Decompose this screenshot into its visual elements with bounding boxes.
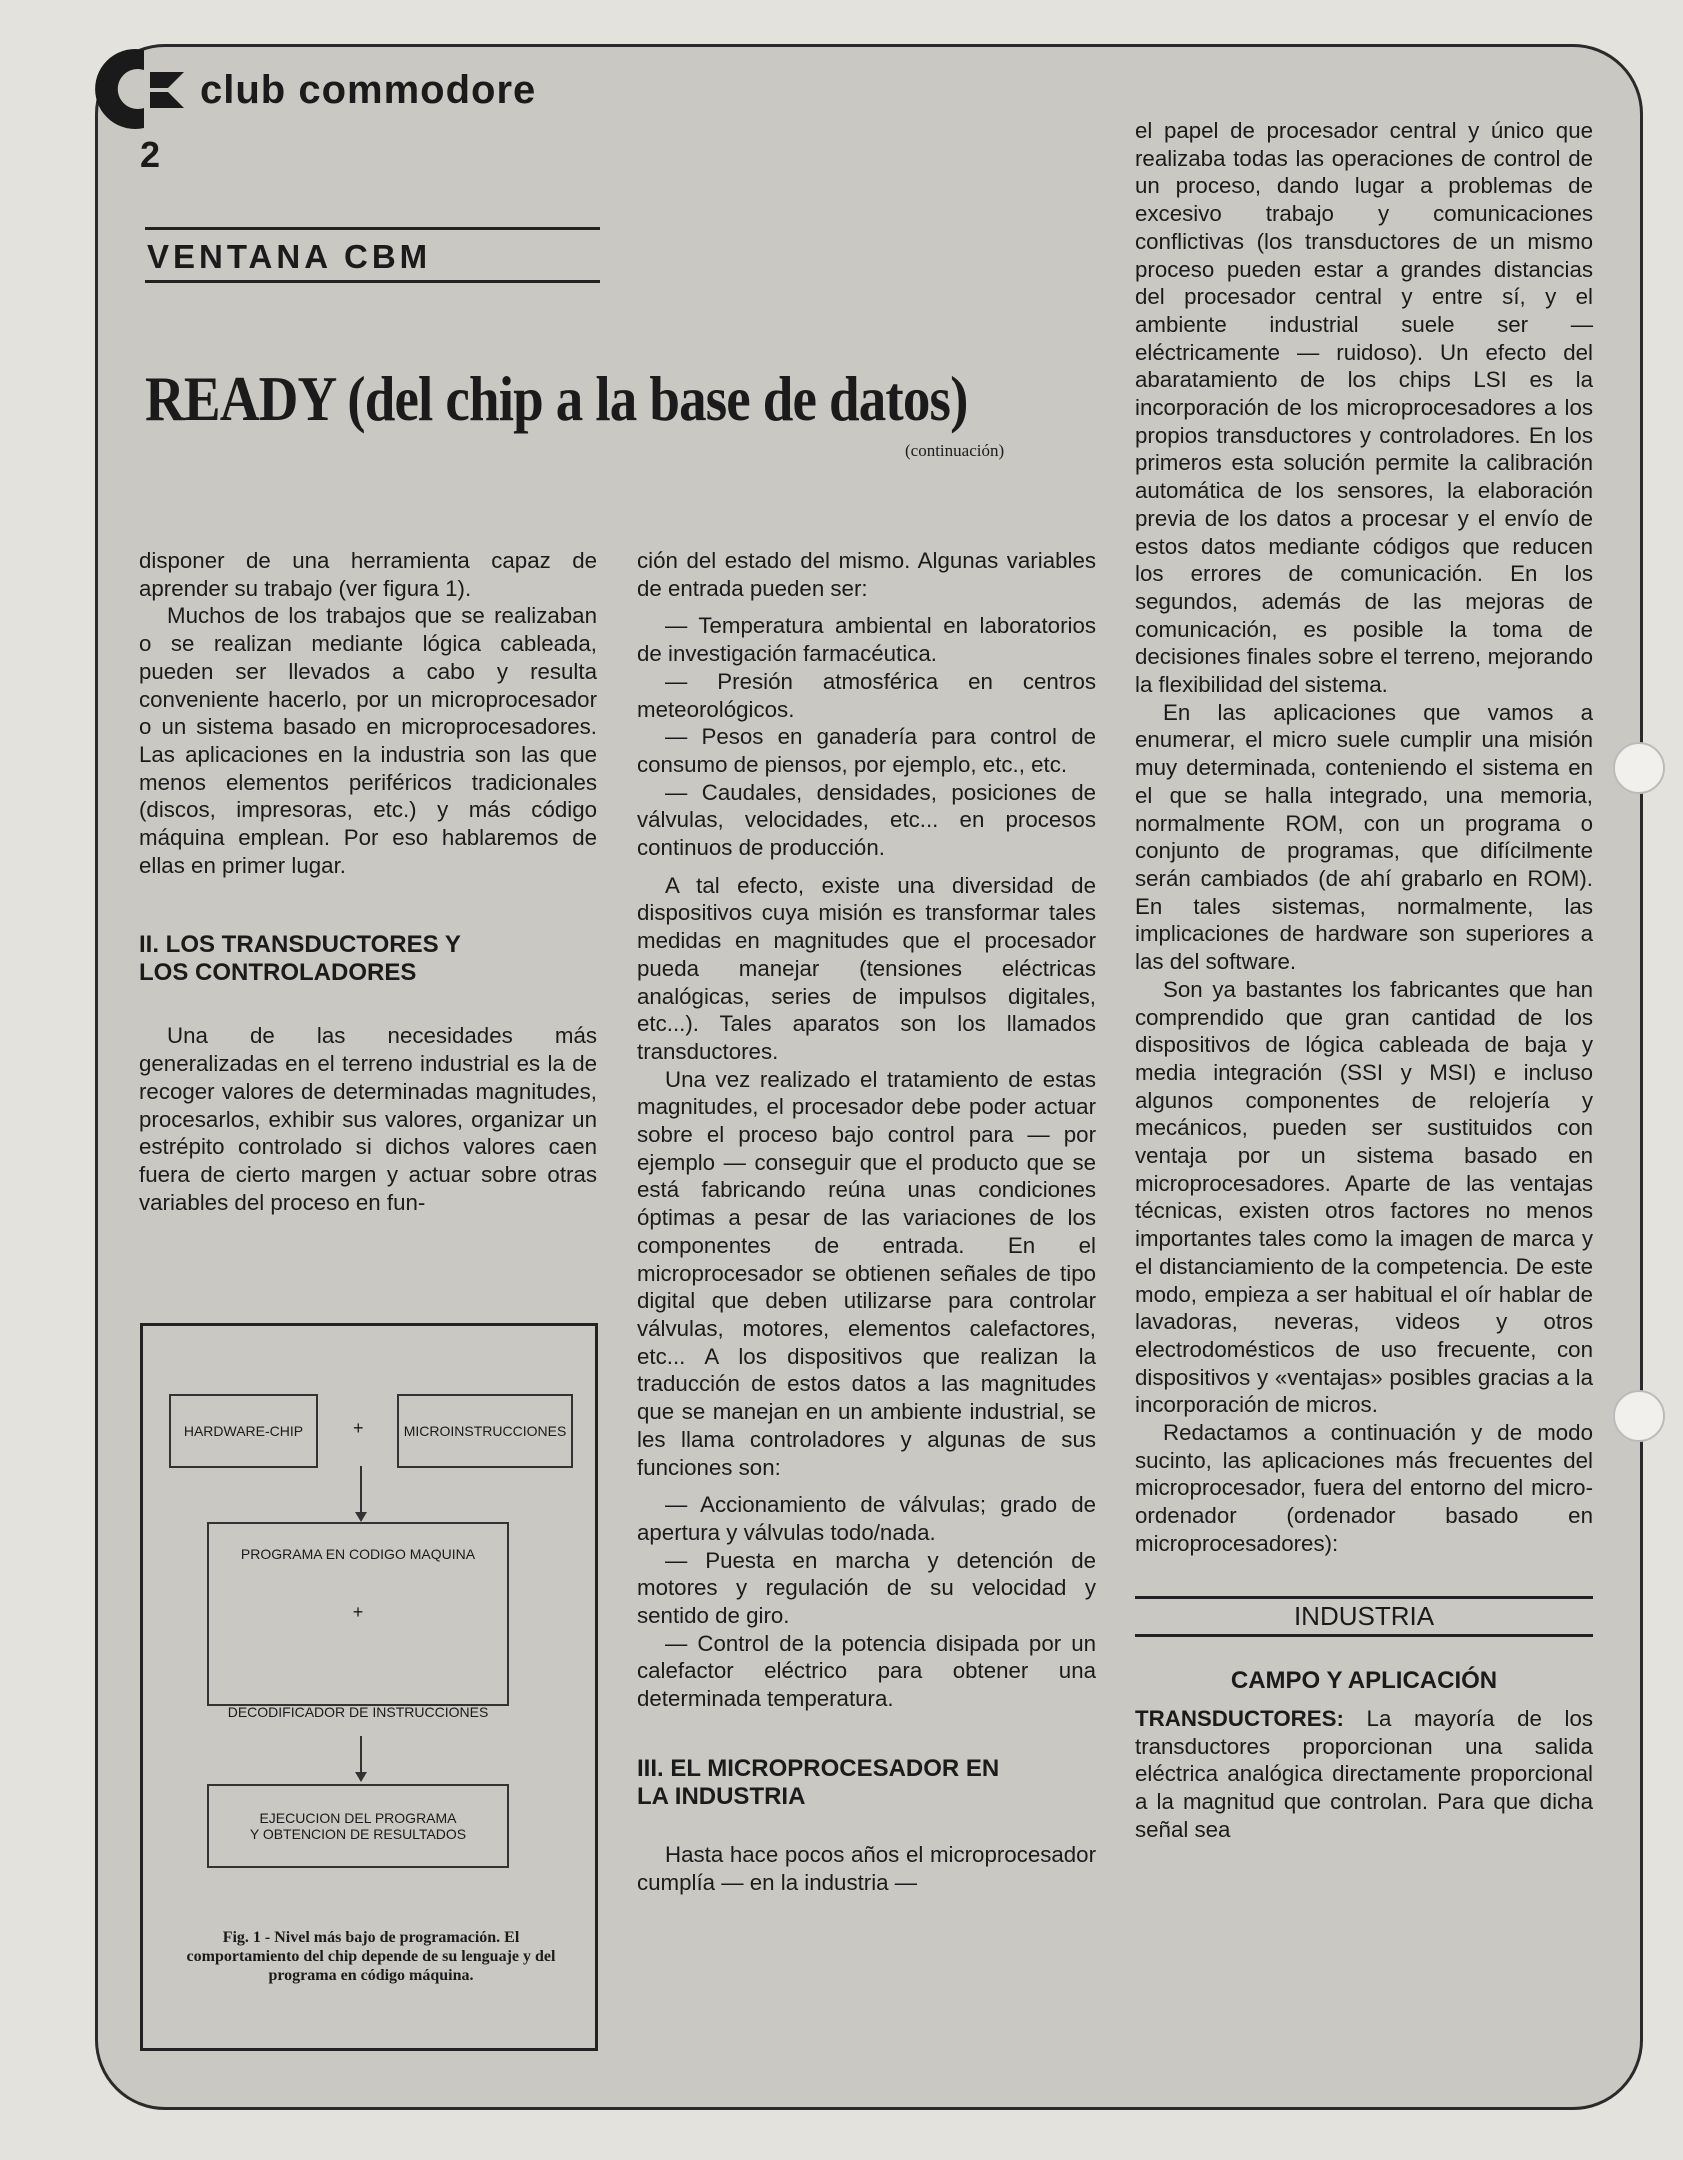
section-heading: LOS CONTROLADORES [139,959,417,987]
article-subtitle: (continuación) [905,441,1005,460]
article-title: READY (del chip a la base de datos) [145,363,968,434]
paragraph: el papel de procesador central y único que realizaba todas las operaciones de control de un proceso, dando lugar a problemas de excesivo trabajo y comunicaciones conflictivas (los transductores de un mismo proceso pueden estar a grandes distancias del procesador central y entre sí, y el ambiente industrial suele ser — eléctricamente — ruidoso). Un efecto del abaratamiento de los chips LSI es la incorporación de los microprocesadores a los propios transductores y controladores. En los primeros esta solución permite la calibración automática de los sensores, la elaboración previa de los datos a procesar y el envío de estos datos mediante códigos que reducen los errores de comunicación. En los segundos, además de las mejoras de comunicación, es posible la toma de decisiones finales sobre el terreno, mejorando la flexibilidad del sistema. [1135,118,1593,698]
plus-sign: + [352,1602,364,1622]
figure-1 [140,1323,598,2051]
industry-banner: INDUSTRIA [1135,1596,1593,1638]
paragraph: Hasta hace pocos años el microprocesador cumplía — en la industria — [637,1841,1096,1895]
hardware-chip-box: HARDWARE-CHIP [169,1394,318,1468]
paragraph: Muchos de los trabajos que se realizaban o se realizan mediante lógica cableada, pueden ser llevados a cabo y resulta conveniente hacerlo, por un microprocesador o un sistema basado en microprocesadores. Las aplicaciones en la industria son las que menos elementos periféricos tradicionales (discos, impresoras, etc.) y más código máquina emplean. Por eso hablaremos de ellas en primer lugar. [139,603,597,878]
column-1 [139,547,597,1216]
results-label: Y OBTENCION DE RESULTADOS [249,1826,467,1842]
list-item: — Caudales, densidades, posiciones de válvulas, velocidades, etc... en procesos continuos de producción. [637,779,1096,861]
paragraph: ción del estado del mismo. Algunas variables de entrada pueden ser: [637,548,1096,601]
arrow-down-icon [355,1512,367,1522]
paragraph: A tal efecto, existe una diversidad de dispositivos cuya misión es transformar tales medidas en magnitudes que el procesador pueda manejar (tensiones eléctricas analógicas, series de impulsos digitales, etc...). Tales aparatos son los llamados transductores. [637,872,1096,1064]
paragraph: En las aplicaciones que vamos a enumerar, el micro suele cumplir una misión muy determinada, conteniendo el sistema en el que se halla integrado, una memoria, normalmente ROM, con un programa o conjunto de programas, que difícilmente serán cambiados (de ahí grabarlo en ROM). En tales sistemas, normalmente, las implicaciones de hardware son superiores a las del software. [1135,699,1593,975]
execution-box [207,1784,509,1868]
microinstrucciones-box: MICROINSTRUCCIONES [397,1394,573,1468]
subheading: CAMPO Y APLICACIÓN [1230,1667,1498,1695]
term-description: La mayoría de los transductores proporcionan una salida eléctrica analógica directamente proporcional a la magnitud que controlan. Para que dicha señal sea [1135,1705,1593,1842]
paragraph: Una de las necesidades más generalizadas en el terreno industrial es la de recoger valores de determinadas magnitudes, procesarlos, exhibir sus valores, organizar un estrépito controlado si dichos valores caen fuera de cierto margen y actuar sobre otras variables del proceso en fun- [139,1023,597,1215]
paragraph: disponer de una herramienta capaz de aprender su trabajo (ver figura 1). [139,548,597,601]
paragraph: Son ya bastantes los fabricantes que han comprendido que gran cantidad de los dispositivos de lógica cableada de baja y media integración (SSI y MSI) e incluso algunos componentes de relojería y mecánicos, pueden ser sustituidos con ventaja por un sistema basado en microprocesadores. Aparte de las ventajas técnicas, existen otros factores no menos importantes tales como la imagen de marca y el distanciamiento de la competencia. De este modo, empieza a ser habitual el oír hablar de lavadoras, neveras, videos y otros electrodomésticos de uso frecuente, con dispositivos y «ventajas» posibles gracias a la incorporación de micros. [1135,976,1593,1418]
commodore-logo-icon [92,44,202,134]
program-label: PROGRAMA EN CODIGO MAQUINA [240,1546,476,1562]
program-box [207,1522,509,1720]
paragraph [1135,1705,1593,1844]
binder-hole [1613,1390,1665,1442]
execution-label: EJECUCION DEL PROGRAMA [259,1810,457,1826]
decoder-label: DECODIFICADOR DE INSTRUCCIONES [227,1704,489,1720]
section-heading: LA INDUSTRIA [637,1782,806,1810]
arrow-down-icon [355,1772,367,1782]
list-item: — Control de la potencia disipada por un calefactor eléctrico para obtener una determinada temperatura. [637,1630,1096,1712]
list-item: — Accionamiento de válvulas; grado de apertura y válvulas todo/nada. [637,1492,1096,1545]
column-3 [1135,117,1593,1843]
arrow-line [360,1736,362,1774]
paragraph: Una vez realizado el tratamiento de estas magnitudes, el procesador debe poder actuar sobre el proceso bajo control para — por ejemplo — conseguir que el producto que se está fabricando reúna unas condiciones óptimas a pesar de las variaciones de los componentes de entrada. En el microprocesador se obtienen señales de tipo digital que deben utilizarse para controlar válvulas, motores, elementos calefactores, etc... A los dispositivos que realizan la traducción de estos datos a las magnitudes que se manejan en un ambiente industrial, se les llama controladores y algunas de sus funciones son: [637,1066,1096,1480]
list-item: — Puesta en marcha y detención de motores y regulación de su velocidad y sentido de giro. [637,1547,1096,1629]
plus-sign: + [353,1418,364,1438]
paragraph: Redactamos a continuación y de modo sucinto, las aplicaciones más frecuentes del microprocesador, fuera del entorno del micro-ordenador (ordenador basado en microprocesadores): [1135,1420,1593,1556]
brand-name: club commodore [200,68,537,112]
term-label: TRANSDUCTORES: [1135,1705,1344,1731]
figure-caption: Fig. 1 - Nivel más bajo de programación. El comportamiento del chip depende de su lenguaje y del programa en código máquina. [186,1929,556,1984]
column-2 [637,547,1096,1896]
page-number: 2 [140,134,161,175]
section-title: VENTANA CBM [147,238,432,275]
list-item: — Presión atmosférica en centros meteorológicos. [637,668,1096,722]
section-header [145,227,600,283]
arrow-line [360,1466,362,1514]
list-item: — Temperatura ambiental en laboratorios de investigación farmacéutica. [637,613,1096,667]
binder-hole [1613,742,1665,794]
list-item: — Pesos en ganadería para control de consumo de piensos, por ejemplo, etc., etc. [637,724,1096,777]
section-heading: II. LOS TRANSDUCTORES Y [139,931,461,959]
section-heading: III. EL MICROPROCESADOR EN [637,1754,1000,1782]
